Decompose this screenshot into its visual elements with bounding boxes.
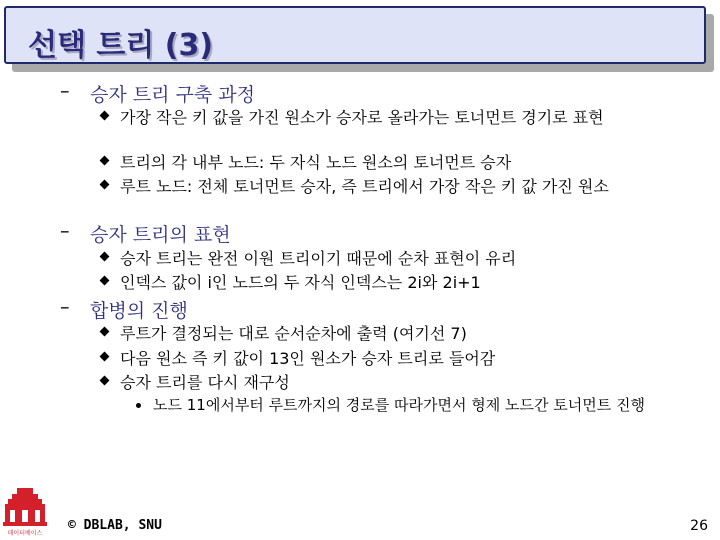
bullet-item: 다음 원소 즉 키 값이 13인 원소가 승자 트리로 들어감	[101, 349, 691, 368]
diamond-bullet-icon	[100, 252, 110, 262]
bullet-item: 루트가 결정되는 대로 순서순차에 출력 (여기선 7)	[101, 324, 691, 343]
bullet-item: 트리의 각 내부 노드: 두 자식 노드 원소의 토너먼트 승자	[101, 153, 691, 172]
bullet-item: 루트 노드: 전체 토너먼트 승자, 즉 트리에서 가장 작은 키 값 가진 원소	[101, 177, 691, 196]
bullet-item: 인덱스 값이 i인 노드의 두 자식 인덱스는 2i와 2i+1	[101, 273, 691, 292]
title-bar	[4, 6, 706, 64]
page-number: 26	[690, 518, 708, 534]
diamond-bullet-icon	[100, 156, 110, 166]
footer-copyright: © DBLAB, SNU	[68, 518, 162, 533]
bullet-item: 가장 작은 키 값을 가진 원소가 승자로 올라가는 토너먼트 경기로 표현	[101, 108, 691, 127]
logo-text: 데이터베이스	[7, 530, 43, 537]
diamond-bullet-icon	[100, 376, 110, 386]
slide-title: 선택 트리 (3)	[28, 28, 214, 63]
diamond-bullet-icon	[100, 180, 110, 190]
diamond-bullet-icon	[100, 276, 110, 286]
dot-bullet-icon	[136, 403, 141, 408]
bullet-item: 승자 트리를 다시 재구성	[101, 373, 691, 392]
diamond-bullet-icon	[100, 352, 110, 362]
diamond-bullet-icon	[100, 327, 110, 337]
university-logo	[2, 486, 48, 538]
bullet-item: 승자 트리는 완전 이원 트리이기 때문에 순차 표현이 유리	[101, 249, 691, 268]
sub-bullet-item: 노드 11에서부터 루트까지의 경로를 따라가면서 형제 노드간 토너먼트 진행	[136, 396, 696, 414]
diamond-bullet-icon	[100, 111, 110, 121]
